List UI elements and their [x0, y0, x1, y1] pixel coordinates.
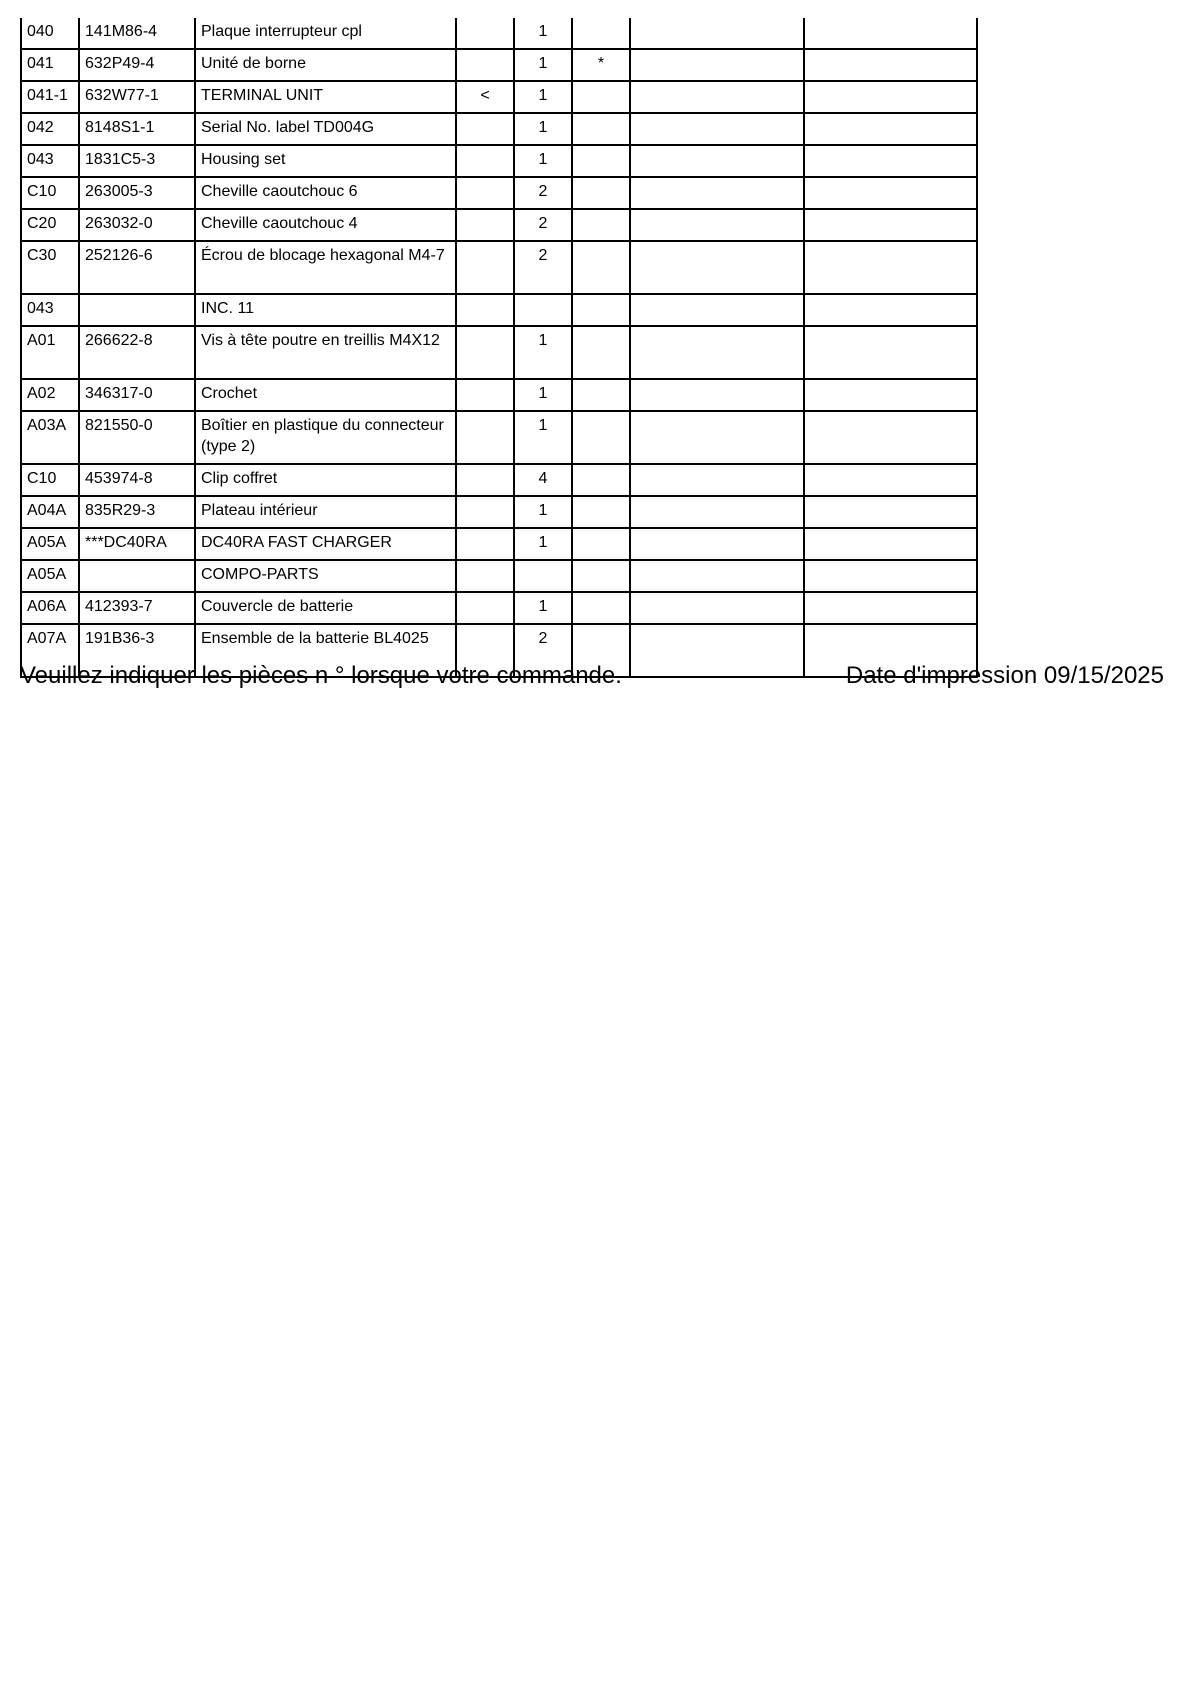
part-number-cell: 8148S1-1: [79, 113, 195, 145]
description-cell: TERMINAL UNIT: [195, 81, 456, 113]
quantity-cell: [514, 560, 572, 592]
quantity-cell: 1: [514, 326, 572, 379]
empty-cell: [804, 113, 977, 145]
description-cell: Cheville caoutchouc 4: [195, 209, 456, 241]
table-row: [21, 528, 977, 560]
ref-cell: 043: [21, 294, 79, 326]
mark-cell: [456, 379, 514, 411]
description-cell: Plateau intérieur: [195, 496, 456, 528]
quantity-cell: [514, 294, 572, 326]
mark-cell: [456, 18, 514, 49]
part-number-cell: [79, 560, 195, 592]
description-cell: INC. 11: [195, 294, 456, 326]
quantity-cell: 2: [514, 241, 572, 294]
table-row: [21, 496, 977, 528]
mark-cell: [456, 326, 514, 379]
empty-cell: [804, 411, 977, 464]
empty-cell: [630, 326, 804, 379]
empty-cell: [630, 241, 804, 294]
empty-cell: [804, 560, 977, 592]
mark-cell: [456, 49, 514, 81]
note-cell: [572, 18, 630, 49]
empty-cell: [630, 496, 804, 528]
part-number-cell: 632W77-1: [79, 81, 195, 113]
table-row: [21, 49, 977, 81]
empty-cell: [804, 379, 977, 411]
parts-table: [20, 18, 978, 678]
note-cell: *: [572, 49, 630, 81]
quantity-cell: 1: [514, 145, 572, 177]
part-number-cell: 632P49-4: [79, 49, 195, 81]
part-number-cell: 835R29-3: [79, 496, 195, 528]
table-row: [21, 209, 977, 241]
description-cell: Unité de borne: [195, 49, 456, 81]
ref-cell: A01: [21, 326, 79, 379]
ref-cell: A05A: [21, 560, 79, 592]
part-number-cell: 1831C5-3: [79, 145, 195, 177]
table-row: [21, 560, 977, 592]
ref-cell: A03A: [21, 411, 79, 464]
empty-cell: [804, 294, 977, 326]
note-cell: [572, 464, 630, 496]
note-cell: [572, 113, 630, 145]
quantity-cell: 2: [514, 209, 572, 241]
mark-cell: [456, 592, 514, 624]
empty-cell: [630, 411, 804, 464]
quantity-cell: 1: [514, 379, 572, 411]
ref-cell: C10: [21, 177, 79, 209]
empty-cell: [630, 145, 804, 177]
ref-cell: 042: [21, 113, 79, 145]
ref-cell: C10: [21, 464, 79, 496]
part-number-cell: 141M86-4: [79, 18, 195, 49]
empty-cell: [630, 560, 804, 592]
table-row: [21, 464, 977, 496]
description-cell: Clip coffret: [195, 464, 456, 496]
quantity-cell: 1: [514, 49, 572, 81]
ref-cell: 043: [21, 145, 79, 177]
part-number-cell: 821550-0: [79, 411, 195, 464]
description-cell: Housing set: [195, 145, 456, 177]
table-row: [21, 379, 977, 411]
empty-cell: [630, 379, 804, 411]
empty-cell: [804, 81, 977, 113]
empty-cell: [804, 49, 977, 81]
part-number-cell: [79, 294, 195, 326]
part-number-cell: 252126-6: [79, 241, 195, 294]
empty-cell: [630, 592, 804, 624]
table-row: [21, 411, 977, 464]
mark-cell: [456, 560, 514, 592]
empty-cell: [804, 464, 977, 496]
mark-cell: [456, 411, 514, 464]
ref-cell: C30: [21, 241, 79, 294]
part-number-cell: 266622-8: [79, 326, 195, 379]
table-row: [21, 177, 977, 209]
mark-cell: [456, 113, 514, 145]
quantity-cell: 1: [514, 496, 572, 528]
empty-cell: [630, 177, 804, 209]
note-cell: [572, 528, 630, 560]
quantity-cell: 1: [514, 18, 572, 49]
description-cell: Vis à tête poutre en treillis M4X12: [195, 326, 456, 379]
empty-cell: [804, 241, 977, 294]
quantity-cell: 1: [514, 592, 572, 624]
note-cell: [572, 326, 630, 379]
quantity-cell: 2: [514, 177, 572, 209]
note-cell: [572, 560, 630, 592]
empty-cell: [804, 18, 977, 49]
description-cell: Boîtier en plastique du connecteur (type 2): [195, 411, 456, 464]
quantity-cell: 1: [514, 113, 572, 145]
mark-cell: [456, 145, 514, 177]
empty-cell: [804, 592, 977, 624]
table-row: [21, 145, 977, 177]
part-number-cell: 453974-8: [79, 464, 195, 496]
table-row: [21, 113, 977, 145]
empty-cell: [630, 294, 804, 326]
empty-cell: [630, 113, 804, 145]
mark-cell: [456, 528, 514, 560]
note-cell: [572, 241, 630, 294]
parts-table-body: [21, 18, 977, 677]
description-cell: COMPO-PARTS: [195, 560, 456, 592]
empty-cell: [804, 177, 977, 209]
table-row: [21, 326, 977, 379]
ref-cell: 041-1: [21, 81, 79, 113]
ref-cell: A07A: [21, 624, 79, 677]
note-cell: [572, 81, 630, 113]
mark-cell: [456, 496, 514, 528]
note-cell: [572, 379, 630, 411]
empty-cell: [630, 49, 804, 81]
description-cell: Crochet: [195, 379, 456, 411]
mark-cell: <: [456, 81, 514, 113]
ref-cell: C20: [21, 209, 79, 241]
description-cell: Couvercle de batterie: [195, 592, 456, 624]
table-row: [21, 241, 977, 294]
note-cell: [572, 496, 630, 528]
description-cell: Écrou de blocage hexagonal M4-7: [195, 241, 456, 294]
empty-cell: [630, 209, 804, 241]
part-number-cell: 412393-7: [79, 592, 195, 624]
note-cell: [572, 145, 630, 177]
ref-cell: 040: [21, 18, 79, 49]
print-date: Date d'impression 09/15/2025: [845, 662, 1164, 689]
table-row: [21, 294, 977, 326]
ref-cell: A06A: [21, 592, 79, 624]
page-footer: [20, 660, 1170, 692]
description-cell: Serial No. label TD004G: [195, 113, 456, 145]
mark-cell: [456, 209, 514, 241]
note-cell: [572, 411, 630, 464]
quantity-cell: 1: [514, 411, 572, 464]
mark-cell: [456, 177, 514, 209]
table-row: [21, 81, 977, 113]
part-number-cell: 263005-3: [79, 177, 195, 209]
note-cell: [572, 177, 630, 209]
description-cell: Plaque interrupteur cpl: [195, 18, 456, 49]
ref-cell: A04A: [21, 496, 79, 528]
note-cell: [572, 294, 630, 326]
empty-cell: [804, 326, 977, 379]
ref-cell: A05A: [21, 528, 79, 560]
quantity-cell: 1: [514, 81, 572, 113]
empty-cell: [804, 209, 977, 241]
empty-cell: [630, 81, 804, 113]
part-number-cell: 263032-0: [79, 209, 195, 241]
quantity-cell: 1: [514, 528, 572, 560]
part-number-cell: 191B36-3: [79, 624, 195, 677]
empty-cell: [804, 145, 977, 177]
quantity-cell: 2: [514, 624, 572, 677]
description-cell: Ensemble de la batterie BL4025: [195, 624, 456, 677]
ref-cell: 041: [21, 49, 79, 81]
empty-cell: [630, 18, 804, 49]
empty-cell: [804, 496, 977, 528]
quantity-cell: 4: [514, 464, 572, 496]
empty-cell: [630, 464, 804, 496]
part-number-cell: ***DC40RA: [79, 528, 195, 560]
table-row: [21, 592, 977, 624]
description-cell: Cheville caoutchouc 6: [195, 177, 456, 209]
note-cell: [572, 592, 630, 624]
ref-cell: A02: [21, 379, 79, 411]
part-number-cell: 346317-0: [79, 379, 195, 411]
description-cell: DC40RA FAST CHARGER: [195, 528, 456, 560]
note-cell: [572, 209, 630, 241]
empty-cell: [804, 528, 977, 560]
mark-cell: [456, 294, 514, 326]
mark-cell: [456, 241, 514, 294]
empty-cell: [630, 528, 804, 560]
mark-cell: [456, 464, 514, 496]
table-row: [21, 18, 977, 49]
ordering-note: Veuillez indiquer les pièces n ° lorsque votre commande.: [20, 662, 622, 689]
